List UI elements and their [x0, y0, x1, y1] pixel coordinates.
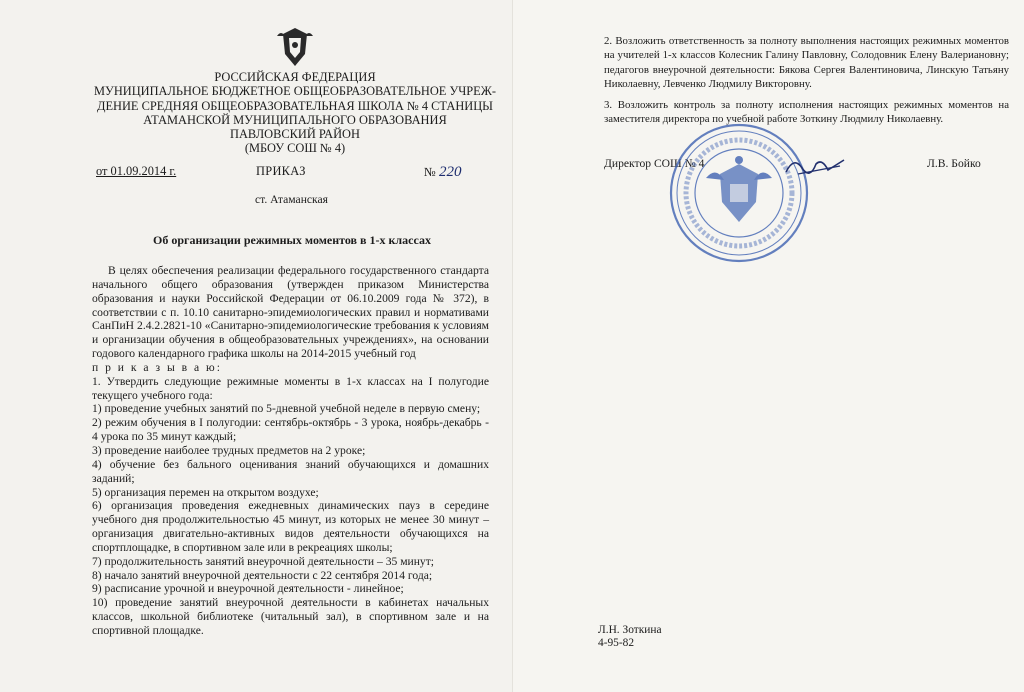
sub-item: 5) организация перемен на открытом воздухе; [92, 485, 319, 499]
sub-item: 10) проведение занятий внеурочной деятельности в кабинетах начальных классов, школьной библиотеке (читальный зал), в спортивном зале и на спортивной площадке. [92, 596, 489, 637]
author-block [598, 624, 662, 650]
letterhead-line: ДЕНИЕ СРЕДНЯЯ ОБЩЕОБРАЗОВАТЕЛЬНАЯ ШКОЛА № 4 СТАНИЦЫ [97, 98, 493, 113]
decree-line: п р и к а з ы в а ю: [92, 360, 222, 374]
letterhead [60, 70, 530, 156]
author-phone: 4-95-82 [598, 637, 635, 649]
order-place: ст. Атаманская [255, 193, 328, 206]
letterhead-line: ПАВЛОВСКИЙ РАЙОН [230, 127, 360, 142]
letterhead-line: РОССИЙСКАЯ ФЕДЕРАЦИЯ [214, 70, 376, 84]
sub-item: 6) организация проведения ежедневных динамических пауз в середине учебного дня продолжительностью 45 минут, из которых не менее 30 минут – организация двигательно-активных видов деятельности обучающихся на спортплощадке, в спортивном зале или в рекреациях школы; [92, 499, 489, 554]
order-body [92, 264, 489, 638]
letterhead-line: АТАМАНСКОЙ МУНИЦИПАЛЬНОГО ОБРАЗОВАНИЯ [143, 112, 447, 127]
sub-item: 3) проведение наиболее трудных предметов на 2 уроке; [92, 443, 366, 457]
sub-item: 9) расписание урочной и внеурочной деятельности - линейное; [92, 582, 404, 596]
order-date: от 01.09.2014 г. [96, 164, 177, 178]
order-number [424, 164, 461, 181]
sub-item: 8) начало занятий внеурочной деятельности с 22 сентября 2014 года; [92, 568, 433, 582]
author-name: Л.Н. Зоткина [598, 624, 662, 636]
item-1: 1. Утвердить следующие режимные моменты в 1-х классах на I полугодие текущего учебного года: [92, 374, 489, 402]
order-title: ПРИКАЗ [256, 164, 306, 178]
director-name: Л.В. Бойко [927, 157, 981, 170]
letterhead-line: (МБОУ СОШ № 4) [244, 141, 346, 156]
sub-item: 2) режим обучения в I полугодии: сентябрь-октябрь - 3 урока, ноябрь-декабрь - 4 урока по 35 минут каждый; [92, 416, 489, 444]
order-subject: Об организации режимных моментов в 1-х классах [153, 233, 431, 247]
director-signature-icon [782, 150, 852, 180]
sub-item: 7) продолжительность занятий внеурочной деятельности – 35 минут; [92, 554, 435, 568]
item-3: 3. Возложить контроль за полноту исполнения настоящих режимных моментов на заместителя директора по учебной работе Зоткину Людмилу Николаевну. [604, 99, 1009, 126]
coat-of-arms-icon [275, 24, 315, 68]
item-2: 2. Возложить ответственность за полноту выполнения настоящих режимных моментов на учителей 1-х классов Колесник Галину Павловну, Солодовник Елену Валериановну; педагогов внеурочной деятельности: Бякова Сергея Валентиновича, Линскую Татьяну Николаевну, Левченко Людмилу Викторовну. [604, 35, 1009, 91]
sub-item: 4) обучение без бального оценивания знаний обучающихся и домашних заданий; [92, 457, 489, 485]
order-number-label: № [424, 165, 436, 179]
order-number-handwritten: 220 [438, 164, 462, 180]
letterhead-line: МУНИЦИПАЛЬНОЕ БЮДЖЕТНОЕ ОБЩЕОБРАЗОВАТЕЛЬНОЕ УЧРЕЖ- [94, 84, 496, 99]
intro-paragraph: В целях обеспечения реализации федерального государственного стандарта начального общего образования (утвержден приказом Министерства образования и науки Российской Федерации от 06.10.2009 года № 372), в соответствии с п. 10.10 санитарно-эпидемиологических правил и нормативами СанПиН 2.4.2.2821-10 «Санитарно-эпидемиологические требования к условиям и организации обучения в общеобразовательных учреждениях», на основании годового календарного графика школы на 2014-2015 учебный год [92, 264, 489, 361]
director-label: Директор СОШ № 4 [604, 157, 705, 170]
official-stamp-icon [668, 122, 810, 264]
sub-item: 1) проведение учебных занятий по 5-дневной учебной неделе в первую смену; [92, 402, 481, 416]
